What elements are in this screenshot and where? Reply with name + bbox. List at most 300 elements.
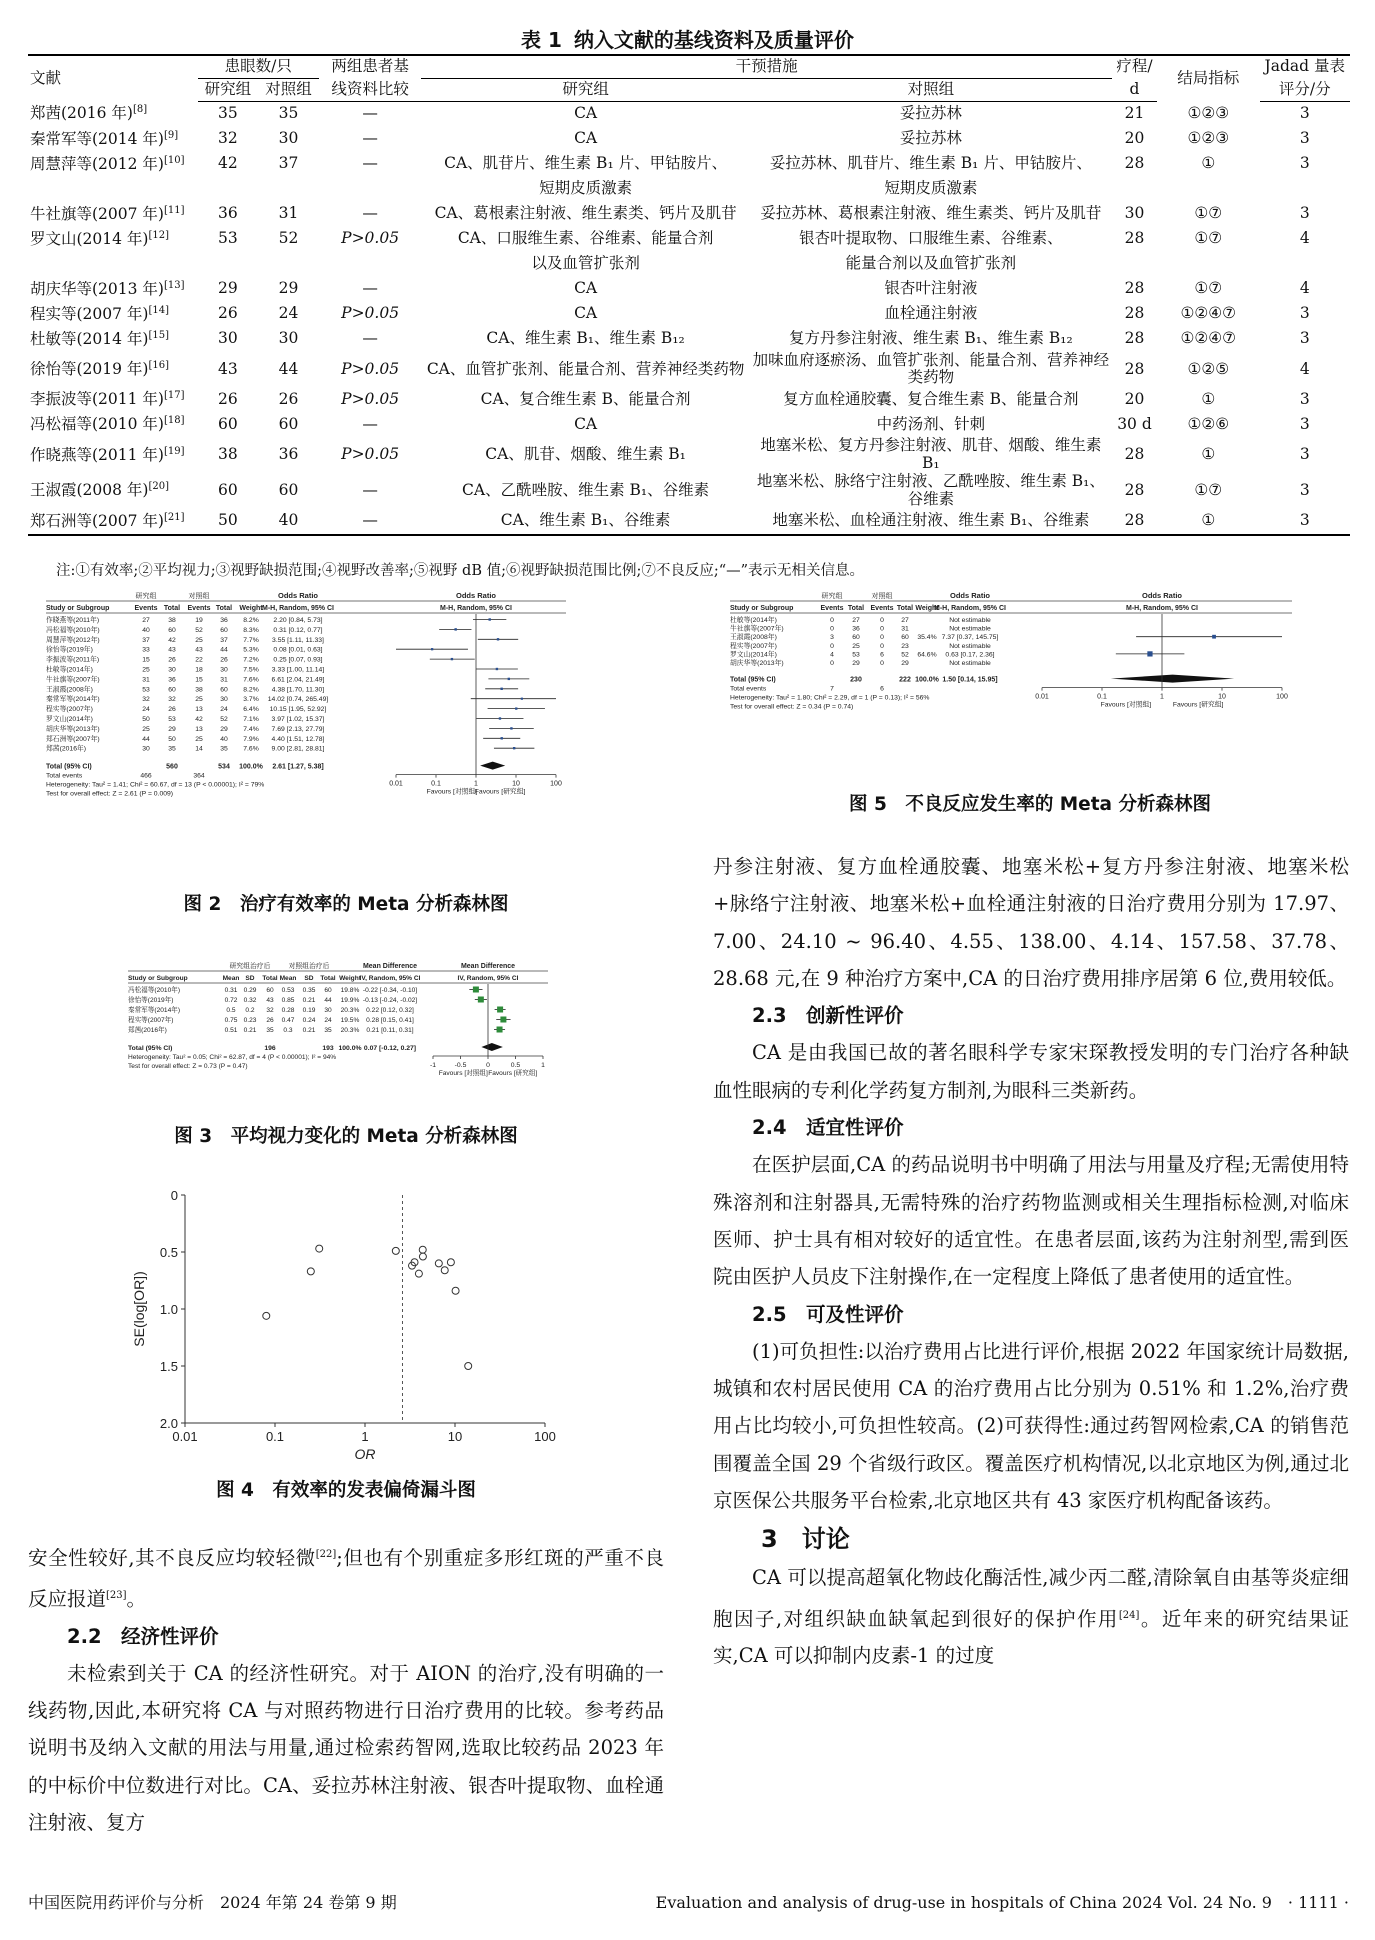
study-cell: 15 <box>195 676 203 684</box>
study-cell: 38 <box>195 686 203 694</box>
column-header: Study or Subgroup <box>730 605 794 612</box>
section-2-3: 2.3 创新性评价 <box>752 1004 904 1028</box>
study-cell: 26 <box>220 656 228 664</box>
study-cell: 0.53 <box>281 987 295 994</box>
column-header: SD <box>304 975 314 982</box>
column-header: M-H, Random, 95% CI <box>262 605 334 612</box>
study-cell: 7.37 [0.37, 145.75] <box>941 634 999 642</box>
cell-course: 28 <box>1112 509 1157 535</box>
cell-baseline: P>0.05 <box>341 389 400 408</box>
cell-jadad: 3 <box>1299 480 1310 499</box>
study-cell: 3.7% <box>243 696 259 704</box>
study-cell: 60 <box>168 626 176 634</box>
study-cell: 24 <box>324 1017 332 1024</box>
cell-n-research: 50 <box>198 509 259 535</box>
cell-outcome: ①⑦ <box>1194 229 1223 248</box>
cell-baseline: — <box>362 129 378 148</box>
x-tick-label: 1 <box>474 780 478 788</box>
cell-course: 28 <box>1124 480 1145 499</box>
study-cell: 王淑霞(2008年) <box>730 634 777 642</box>
cell-outcome: ①②⑥ <box>1187 414 1230 433</box>
cell-research-intervention: CA、肌苷片、维生素 B₁ 片、甲钴胺片、 <box>444 154 728 173</box>
column-header: M-H, Random, 95% CI <box>440 605 512 612</box>
study-cell: 53 <box>142 686 150 694</box>
total-n2: 222 <box>899 676 911 684</box>
cell-baseline: P>0.05 <box>341 359 400 378</box>
study-cell: 牛社旗等(2007年) <box>46 676 100 684</box>
study-cell: 20.3% <box>340 1007 360 1014</box>
x-tick-label: -1 <box>429 1062 437 1069</box>
cell-jadad: 3 <box>1299 104 1310 123</box>
study-cell: 徐怡等(2019年) <box>128 997 174 1004</box>
cell-baseline <box>319 177 422 202</box>
x-tick-label: 1 <box>1160 693 1164 701</box>
cell-author: 杜敏等(2014 年)[15] <box>30 329 169 348</box>
th-baseline-2: 线资料比较 <box>319 78 422 101</box>
study-cell: 秦常军等(2014年) <box>46 696 100 704</box>
study-cell: 李振波等(2011年) <box>46 656 100 664</box>
cell-author: 秦常军等(2014 年)[9] <box>30 129 179 148</box>
cell-research-intervention: CA、葛根素注射液、维生素类、钙片及肌苷 <box>434 204 737 223</box>
study-cell: 42 <box>195 716 203 723</box>
cell-n-research: 60 <box>218 414 238 433</box>
table-note: 注:①有效率;②平均视力;③视野缺损范围;④视野改善率;⑤视野 dB 值;⑥视野缺损范围比例;⑦不良反应;“—”表示无相关信息。 <box>56 563 865 579</box>
study-cell: 26 <box>168 706 176 714</box>
study-cell: 3.97 [1.02, 15.37] <box>271 716 325 723</box>
column-header: Events <box>820 605 844 612</box>
effect-marker <box>501 737 503 739</box>
study-cell: 0.85 <box>281 997 295 1004</box>
cell-outcome: ① <box>1157 509 1259 535</box>
x-tick-label: 1 <box>541 1062 545 1069</box>
study-cell: 44 <box>324 997 332 1004</box>
cell-n-research: 38 <box>218 445 238 464</box>
x-tick-label: 0.1 <box>431 780 441 788</box>
study-cell: 冯松福等(2010年) <box>46 626 100 634</box>
cell-author <box>28 252 198 277</box>
study-cell: 杜敏等(2014年) <box>46 666 93 674</box>
study-cell: 0.32 <box>243 997 257 1004</box>
x-tick-label: 0.01 <box>389 780 403 788</box>
study-cell: 冯松福等(2010年) <box>128 987 181 994</box>
study-cell: 8.3% <box>243 626 259 634</box>
study-cell: 25 <box>195 636 203 644</box>
study-cell: 24 <box>142 706 150 714</box>
group1-label: 研究组 <box>821 593 843 600</box>
study-cell: 29 <box>852 660 860 667</box>
cell-jadad: 4 <box>1299 279 1310 298</box>
study-cell: 44 <box>220 646 228 654</box>
study-cell: 郑石洲等(2007年) <box>46 735 100 743</box>
favours-right: Favours [研究组] <box>474 788 526 796</box>
column-header: Study or Subgroup <box>46 605 110 612</box>
cell-n-control: 52 <box>278 229 299 248</box>
study-cell: 7.2% <box>243 656 259 664</box>
cell-n-research: 43 <box>218 359 238 378</box>
study-cell: 60 <box>852 634 860 642</box>
cell-course: 30 <box>1124 204 1145 223</box>
study-cell: 胡庆华等(2013年) <box>730 660 784 667</box>
cell-control-intervention: 银杏叶注射液 <box>884 279 978 298</box>
study-cell: 0.29 <box>243 987 257 994</box>
study-cell: 35 <box>168 745 176 753</box>
study-cell: 18 <box>195 666 203 674</box>
cell-course: 20 <box>1124 389 1145 408</box>
right-para-3: 在医护层面,CA 的药品说明书中明确了用法与用量及疗程;无需使用特殊溶剂和注射器具,无需特殊的治疗药物监测或相关生理指标检测,对临床医师、护士具有相对较好的适宜性。在患者层面,该药为注射剂型,需到医院由医护人员皮下注射操作,在一定程度上降低了患者使用的适宜性。 <box>713 1153 1349 1289</box>
effect-marker <box>478 997 484 1003</box>
cell-n-control: 30 <box>278 329 299 348</box>
cell-research-intervention: CA <box>574 129 598 148</box>
study-cell: 14.02 [0.74, 265.49] <box>267 696 329 704</box>
cell-control-intervention: 地塞米松、血栓通注射液、维生素 B₁、谷维素 <box>750 509 1112 535</box>
study-cell: 8.2% <box>243 686 259 694</box>
cell-n-control: 60 <box>278 480 299 499</box>
cell-author: 周慧萍等(2012 年)[10] <box>30 154 185 173</box>
column-header: Weight <box>339 975 361 982</box>
study-cell: 0.21 [0.11, 0.31] <box>366 1027 414 1034</box>
study-cell: 19.9% <box>340 997 360 1004</box>
cell-baseline <box>319 252 422 277</box>
study-cell: 25 <box>142 725 150 733</box>
cell-baseline: — <box>362 279 378 298</box>
x-tick-label: 0.01 <box>1035 693 1049 701</box>
th-literature: 文献 <box>28 55 198 101</box>
cell-course <box>1112 252 1157 277</box>
cell-author: 罗文山(2014 年)[12] <box>30 229 169 248</box>
cell-research-intervention: CA、口服维生素、谷维素、能量合剂 <box>457 229 714 248</box>
cell-outcome: ① <box>1201 445 1216 464</box>
study-cell: 0.28 [0.15, 0.41] <box>366 1017 414 1024</box>
total-weight: 100.0% <box>239 763 263 771</box>
cell-control-intervention: 复方丹参注射液、维生素 B₁、维生素 B₁₂ <box>788 329 1073 348</box>
study-cell: 19.8% <box>340 987 360 994</box>
study-cell: 作晓燕等(2011年) <box>46 617 100 624</box>
study-cell: 36 <box>168 676 176 684</box>
y-tick-label: 0 <box>170 1188 178 1203</box>
x-tick-label: 10 <box>1218 693 1226 701</box>
study-cell: 0.2 <box>245 1007 255 1014</box>
study-cell: Not estimable <box>949 642 991 650</box>
forest-plot-adverse <box>730 590 1330 768</box>
column-header: M-H, Random, 95% CI <box>1126 605 1198 612</box>
cell-course: 28 <box>1124 154 1145 173</box>
cell-n-research: 26 <box>218 304 238 323</box>
study-cell: 7.6% <box>243 745 259 753</box>
study-cell: 43 <box>195 646 203 654</box>
study-cell: 0 <box>880 634 884 642</box>
cell-n-control <box>258 177 319 202</box>
cell-author: 程实等(2007 年)[14] <box>30 304 169 323</box>
effect-marker <box>431 648 433 650</box>
cell-n-research <box>198 252 259 277</box>
column-header: Total <box>215 605 233 612</box>
cell-n-control: 44 <box>278 359 299 378</box>
cell-baseline: — <box>362 480 378 499</box>
cell-n-research: 35 <box>218 104 238 123</box>
events1: 7 <box>830 685 834 693</box>
table-row <box>28 387 1350 412</box>
left-column-text <box>28 1536 664 1841</box>
study-cell: 14 <box>195 745 203 753</box>
heterogeneity-text: Heterogeneity: Tau² = 0.05; Chi² = 62.87, df = 4 (P < 0.00001); I² = 94% <box>128 1054 337 1061</box>
cell-n-control: 37 <box>278 154 299 173</box>
th-jadad-2: 评分/分 <box>1260 78 1350 101</box>
study-cell: 52 <box>220 716 228 723</box>
study-cell: 牛社旗等(2007年) <box>730 625 784 633</box>
cell-n-research: 30 <box>218 329 238 348</box>
th-course: 疗程/ <box>1112 55 1157 78</box>
study-cell: 7.4% <box>243 725 259 733</box>
funnel-point <box>307 1268 314 1275</box>
x-tick-label: 1 <box>361 1429 369 1444</box>
study-cell: 35 <box>266 1027 274 1034</box>
events-label: Total events <box>730 685 767 693</box>
cell-n-control <box>258 252 319 277</box>
study-cell: 60 <box>324 987 332 994</box>
study-cell: 30 <box>220 666 228 674</box>
study-cell: Not estimable <box>949 625 991 633</box>
cell-outcome: ①⑦ <box>1194 279 1223 298</box>
cell-author: 徐怡等(2019 年)[16] <box>30 359 169 379</box>
study-cell: 0.3 <box>283 1027 293 1034</box>
study-cell: 0 <box>830 617 834 624</box>
column-header: Total <box>163 605 181 612</box>
table-row <box>28 473 1350 509</box>
study-cell: 43 <box>266 997 274 1004</box>
study-cell: 22 <box>195 656 203 664</box>
cell-course: 28 <box>1124 445 1145 464</box>
study-cell: 24 <box>220 706 228 714</box>
study-cell: 26 <box>266 1017 274 1024</box>
x-tick-label: 10 <box>512 780 520 788</box>
cell-baseline: P>0.05 <box>341 445 400 464</box>
cell-research-intervention: 以及血管扩张剂 <box>531 254 640 273</box>
table-row <box>28 127 1350 152</box>
funnel-point <box>465 1363 472 1370</box>
study-cell: 33 <box>142 646 150 654</box>
events-label: Total events <box>46 772 83 780</box>
cell-course: 28 <box>1124 359 1145 378</box>
study-cell: 27 <box>852 617 860 624</box>
cell-n-control: 36 <box>278 445 299 464</box>
cell-jadad: 3 <box>1299 154 1310 173</box>
cell-n-research: 42 <box>218 154 238 173</box>
study-cell: 7.69 [2.13, 27.79] <box>271 725 325 733</box>
study-cell: 42 <box>168 636 176 644</box>
study-cell: 52 <box>195 626 203 634</box>
cell-control-intervention: 短期皮质激素 <box>884 179 978 198</box>
total-n2: 534 <box>218 763 230 771</box>
funnel-point <box>392 1247 399 1254</box>
favours-left: Favours [对照组] <box>1100 701 1152 709</box>
x-axis-label: OR <box>354 1446 376 1460</box>
effect-marker <box>451 658 453 660</box>
favours-left: Favours [对照组] <box>438 1070 488 1077</box>
table-row <box>28 101 1350 127</box>
funnel-point <box>316 1245 323 1252</box>
right-column-text <box>713 848 1349 1675</box>
cell-author: 牛社旗等(2007 年)[11] <box>30 204 185 223</box>
fig2-caption: 图 2 治疗有效率的 Meta 分析森林图 <box>183 894 509 915</box>
study-cell: 40 <box>220 735 228 743</box>
cell-n-control: 26 <box>278 389 299 408</box>
th-int-research: 研究组 <box>421 78 749 101</box>
study-cell: 郑茜(2016年) <box>128 1027 167 1034</box>
cell-research-intervention: CA、维生素 B₁、维生素 B₁₂ <box>486 329 685 348</box>
study-cell: 36 <box>852 625 860 633</box>
cell-n-research: 53 <box>218 229 238 248</box>
study-cell: 0 <box>880 660 884 667</box>
section-2-2: 2.2 经济性评价 <box>67 1624 219 1648</box>
pooled-diamond <box>481 1043 502 1051</box>
study-cell: 0.5 <box>226 1007 236 1014</box>
cell-outcome: ①②⑤ <box>1187 359 1230 378</box>
effect-title: Mean Difference <box>362 963 418 970</box>
study-cell: 53 <box>852 651 860 659</box>
left-para-2: 未检索到关于 CA 的经济性研究。对于 AION 的治疗,没有明确的一线药物,因此,本研究将 CA 与对照药物进行日治疗费用的比较。参考药品说明书及纳入文献的用法与用量,通过检索药智网,选取比较药品 2023 年的中标价中位数进行对比。CA、妥拉苏林注射液、银杏叶提取物、血栓通注射液、复方 <box>28 1661 664 1835</box>
favours-right: Favours [研究组] <box>1172 701 1224 709</box>
funnel-point <box>263 1312 270 1319</box>
study-cell: 0.31 [0.12, 0.77] <box>273 626 323 634</box>
study-cell: 7.5% <box>243 666 259 674</box>
cell-research-intervention: CA、复合维生素 B、能量合剂 <box>480 389 691 408</box>
cell-baseline: P>0.05 <box>341 229 400 248</box>
cell-control-intervention: 能量合剂以及血管扩张剂 <box>845 254 1017 273</box>
cell-n-control: 60 <box>278 414 299 433</box>
study-cell: 31 <box>901 625 909 633</box>
section-3: 3 讨论 <box>761 1525 850 1554</box>
study-cell: 29 <box>168 725 176 733</box>
column-header: Events <box>187 605 211 612</box>
study-cell: 35.4% <box>917 634 937 642</box>
cell-author: 李振波等(2011 年)[17] <box>30 390 185 409</box>
cell-course: 30 d <box>1117 414 1152 433</box>
column-header: Weight <box>239 605 263 612</box>
study-cell: 27 <box>142 617 150 624</box>
column-header: Events <box>870 605 894 612</box>
cell-n-control: 29 <box>278 279 299 298</box>
study-cell: 0.47 <box>281 1017 295 1024</box>
table-row <box>28 277 1350 302</box>
study-cell: 0.28 <box>281 1007 295 1014</box>
favours-left: Favours [对照组] <box>426 788 478 796</box>
funnel-point <box>419 1246 426 1253</box>
table-row <box>28 327 1350 352</box>
th-outcome: 结局指标 <box>1157 55 1259 101</box>
funnel-point <box>435 1260 442 1267</box>
funnel-point <box>447 1259 454 1266</box>
cell-n-control: 40 <box>258 509 319 535</box>
study-cell: 30 <box>168 666 176 674</box>
study-cell: 8.2% <box>243 617 259 624</box>
study-cell: 7.7% <box>243 636 259 644</box>
cell-research-intervention: CA、血管扩张剂、能量合剂、营养神经类药物 <box>426 359 745 378</box>
th-course-unit: d <box>1112 78 1157 101</box>
study-cell: 32 <box>168 696 176 704</box>
column-header: Total <box>847 605 865 612</box>
th-int-control: 对照组 <box>750 78 1112 101</box>
study-cell: 19 <box>195 617 203 624</box>
effect-marker <box>521 698 523 700</box>
cell-n-control: 35 <box>278 104 299 123</box>
study-cell: 64.6% <box>917 651 937 659</box>
study-cell: 0 <box>880 642 884 650</box>
cell-outcome: ①②③ <box>1187 129 1230 148</box>
fig3-caption: 图 3 平均视力变化的 Meta 分析森林图 <box>174 1126 518 1147</box>
table-row <box>28 412 1350 437</box>
effect-title: Odds Ratio <box>277 591 319 600</box>
cell-jadad <box>1260 252 1350 277</box>
study-cell: -0.13 [-0.24, -0.02] <box>362 997 418 1004</box>
study-cell: 60 <box>220 626 228 634</box>
study-cell: 0.08 [0.01, 0.63] <box>273 646 323 654</box>
cell-control-intervention: 地塞米松、复方丹参注射液、肌苷、烟酸、维生素 B₁ <box>760 436 1102 473</box>
section-2-4: 2.4 适宜性评价 <box>752 1116 904 1140</box>
study-cell: 程实等(2007年) <box>128 1017 174 1024</box>
study-cell: 0 <box>830 660 834 667</box>
cell-control-intervention: 中药汤剂、针刺 <box>876 414 986 433</box>
study-cell: 52 <box>901 651 909 659</box>
cell-course: 28 <box>1124 279 1145 298</box>
effect-plot-title: Odds Ratio <box>455 591 497 600</box>
study-cell: 30 <box>324 1007 332 1014</box>
study-cell: 0 <box>830 625 834 633</box>
study-cell: 王淑霞(2008年) <box>46 686 93 694</box>
study-cell: 程实等(2007年) <box>46 706 93 714</box>
group1-label: 研究组治疗后 <box>229 963 271 970</box>
cell-research-intervention: CA、乙酰唑胺、维生素 B₁、谷维素 <box>462 480 710 499</box>
cell-baseline: P>0.05 <box>341 304 400 323</box>
study-cell: 13 <box>195 706 203 714</box>
cell-control-intervention: 妥拉苏林 <box>899 104 962 123</box>
cell-research-intervention: CA <box>574 279 598 298</box>
right-para-5: CA 可以提高超氧化物歧化酶活性,减少丙二醛,清除氧自由基等炎症细胞因子,对组织缺血缺氧起到很好的保护作用[24]。近年来的研究结果证实,CA 可以抑制内皮素-1 的过度 <box>713 1566 1349 1668</box>
total-n1: 196 <box>264 1045 276 1052</box>
cell-course: 28 <box>1124 229 1145 248</box>
cell-n-research: 26 <box>218 389 238 408</box>
cell-baseline: — <box>362 414 378 433</box>
study-cell: 10.15 [1.95, 52.92] <box>269 706 327 714</box>
total-n1: 230 <box>850 676 862 684</box>
cell-jadad: 3 <box>1299 329 1310 348</box>
study-cell: 0 <box>880 625 884 633</box>
cell-n-research: 36 <box>218 204 238 223</box>
study-cell: 25 <box>852 642 860 650</box>
cell-control-intervention: 血栓通注射液 <box>884 304 978 323</box>
study-cell: 50 <box>142 716 150 723</box>
cell-author <box>28 177 198 202</box>
right-para-2: CA 是由我国已故的著名眼科学专家宋琛教授发明的专门治疗各种缺血性眼病的专利化学药复方制剂,为眼科三类新药。 <box>713 1041 1349 1102</box>
effect-title: Odds Ratio <box>949 591 991 600</box>
cell-outcome: ①②④⑦ <box>1180 329 1237 348</box>
study-cell: 37 <box>142 636 150 644</box>
total-effect: 1.50 [0.14, 15.95] <box>942 676 998 684</box>
study-cell: 4 <box>830 651 834 659</box>
study-cell: 0.21 <box>243 1027 257 1034</box>
column-header: Mean <box>222 975 240 982</box>
th-n-research: 研究组 <box>198 78 259 101</box>
favours-right: Favours [研究组] <box>488 1070 538 1077</box>
cell-author: 作晓燕等(2011 年)[19] <box>30 445 185 464</box>
study-cell: 0.75 <box>224 1017 238 1024</box>
heterogeneity-text: Heterogeneity: Tau² = 1.80; Chi² = 2.29, df = 1 (P = 0.13); I² = 56% <box>730 694 930 702</box>
cell-control-intervention: 银杏叶提取物、口服维生素、谷维素、 <box>799 229 1063 248</box>
total-effect: 0.07 [-0.12, 0.27] <box>363 1045 417 1052</box>
events2: 364 <box>193 772 205 780</box>
column-header: Events <box>134 605 158 612</box>
pooled-diamond <box>1111 675 1234 683</box>
cell-research-intervention: CA、肌苷、烟酸、维生素 B₁ <box>485 445 686 464</box>
